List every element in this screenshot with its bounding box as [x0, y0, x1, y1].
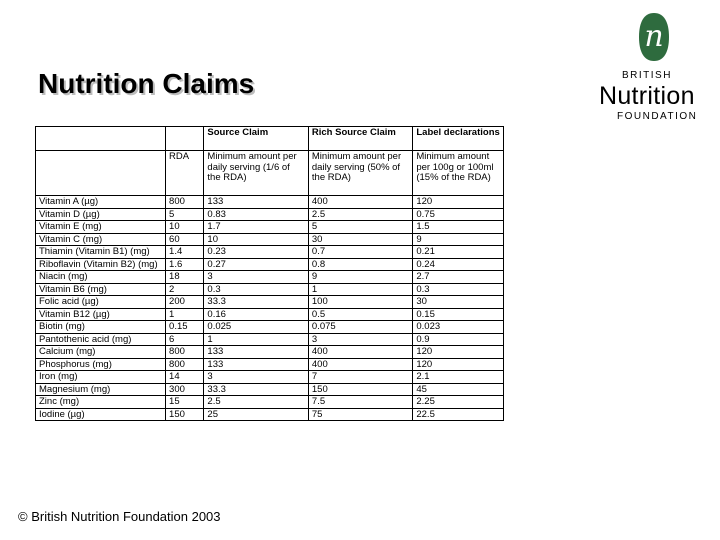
table-cell: Folic acid (µg)	[36, 296, 166, 309]
table-cell: 14	[166, 371, 204, 384]
table-cell: 60	[166, 233, 204, 246]
table-cell: 2.5	[308, 208, 412, 221]
table-cell: 5	[308, 221, 412, 234]
table-cell: 400	[308, 346, 412, 359]
table-cell: 120	[413, 346, 504, 359]
table-cell: 1	[308, 283, 412, 296]
table-cell: 30	[308, 233, 412, 246]
table-cell: 0.21	[413, 246, 504, 259]
table-row	[36, 321, 504, 334]
table-cell: 2.25	[413, 396, 504, 409]
table-cell: 0.3	[204, 283, 308, 296]
table-cell: 0.075	[308, 321, 412, 334]
table-cell: 75	[308, 408, 412, 421]
table-cell: Vitamin B6 (mg)	[36, 283, 166, 296]
table-cell: Zinc (mg)	[36, 396, 166, 409]
table-header-row	[36, 127, 504, 151]
table-row	[36, 258, 504, 271]
table-cell: Iron (mg)	[36, 371, 166, 384]
logo-line-foundation: FOUNDATION	[617, 111, 698, 122]
table-cell: Biotin (mg)	[36, 321, 166, 334]
definition-cell: Minimum amount per daily serving (1/6 of the RDA)	[204, 151, 308, 196]
table-cell: 1	[166, 308, 204, 321]
logo-mark-icon	[638, 12, 670, 62]
table-cell: 0.24	[413, 258, 504, 271]
table-cell: 0.15	[166, 321, 204, 334]
table-row	[36, 408, 504, 421]
table-definition-row	[36, 151, 504, 196]
table-cell: Calcium (mg)	[36, 346, 166, 359]
table-row	[36, 308, 504, 321]
table-row	[36, 221, 504, 234]
table-row	[36, 333, 504, 346]
table-cell: 300	[166, 383, 204, 396]
table-row	[36, 396, 504, 409]
table-row	[36, 196, 504, 209]
table-cell: Vitamin A (µg)	[36, 196, 166, 209]
table-cell: 45	[413, 383, 504, 396]
definition-cell	[36, 151, 166, 196]
table-cell: 800	[166, 358, 204, 371]
table-cell: 6	[166, 333, 204, 346]
table-cell: Riboflavin (Vitamin B2) (mg)	[36, 258, 166, 271]
table-cell: 10	[166, 221, 204, 234]
table-cell: 1.5	[413, 221, 504, 234]
logo-mark-letter: n	[644, 19, 664, 54]
bnf-logo	[596, 12, 712, 124]
header-cell: Rich Source Claim	[308, 127, 412, 151]
table-cell: 133	[204, 196, 308, 209]
table-cell: 0.27	[204, 258, 308, 271]
table-cell: 400	[308, 358, 412, 371]
table-cell: Phosphorus (mg)	[36, 358, 166, 371]
table-cell: Magnesium (mg)	[36, 383, 166, 396]
table-cell: 133	[204, 358, 308, 371]
table-cell: Thiamin (Vitamin B1) (mg)	[36, 246, 166, 259]
table-cell: 9	[308, 271, 412, 284]
table-cell: 7.5	[308, 396, 412, 409]
table-cell: Niacin (mg)	[36, 271, 166, 284]
table-cell: 1.4	[166, 246, 204, 259]
table-cell: Vitamin E (mg)	[36, 221, 166, 234]
table-cell: 3	[308, 333, 412, 346]
table-row	[36, 383, 504, 396]
header-cell	[36, 127, 166, 151]
table-cell: 2.5	[204, 396, 308, 409]
table-cell: 22.5	[413, 408, 504, 421]
table-row	[36, 208, 504, 221]
table-cell: Pantothenic acid (mg)	[36, 333, 166, 346]
table-cell: 120	[413, 358, 504, 371]
table-cell: 15	[166, 396, 204, 409]
logo-line-nutrition: Nutrition	[599, 82, 695, 110]
table-cell: 200	[166, 296, 204, 309]
table-cell: 0.5	[308, 308, 412, 321]
table-cell: 0.025	[204, 321, 308, 334]
table-cell: 150	[166, 408, 204, 421]
table-cell: 0.15	[413, 308, 504, 321]
table-cell: Vitamin D (µg)	[36, 208, 166, 221]
table-cell: 100	[308, 296, 412, 309]
definition-cell: Minimum amount per daily serving (50% of the RDA)	[308, 151, 412, 196]
header-cell: Label declarations	[413, 127, 504, 151]
header-cell	[166, 127, 204, 151]
table-row	[36, 296, 504, 309]
slide-title: Nutrition Claims	[38, 68, 255, 99]
table-cell: 1	[204, 333, 308, 346]
header-cell: Source Claim	[204, 127, 308, 151]
table-cell: 133	[204, 346, 308, 359]
table-cell: 400	[308, 196, 412, 209]
table-cell: 0.7	[308, 246, 412, 259]
table-cell: 0.023	[413, 321, 504, 334]
table-cell: 0.23	[204, 246, 308, 259]
nutrition-claims-table	[35, 126, 504, 421]
table-cell: 0.16	[204, 308, 308, 321]
table-row	[36, 283, 504, 296]
table-cell: Iodine (µg)	[36, 408, 166, 421]
table-cell: 3	[204, 371, 308, 384]
table-cell: 2	[166, 283, 204, 296]
table-cell: 7	[308, 371, 412, 384]
table-cell: 3	[204, 271, 308, 284]
definition-cell: RDA	[166, 151, 204, 196]
table-cell: 800	[166, 196, 204, 209]
table-cell: 150	[308, 383, 412, 396]
table-cell: 1.7	[204, 221, 308, 234]
table-cell: Vitamin B12 (µg)	[36, 308, 166, 321]
table-cell: 5	[166, 208, 204, 221]
table-row	[36, 371, 504, 384]
table-cell: 0.9	[413, 333, 504, 346]
table-cell: 30	[413, 296, 504, 309]
table-cell: 2.7	[413, 271, 504, 284]
table-cell: 0.8	[308, 258, 412, 271]
table-cell: 10	[204, 233, 308, 246]
table-row	[36, 346, 504, 359]
copyright-footer: © British Nutrition Foundation 2003	[18, 509, 221, 524]
table-cell: 9	[413, 233, 504, 246]
table-row	[36, 358, 504, 371]
table-cell: Vitamin C (mg)	[36, 233, 166, 246]
table-row	[36, 233, 504, 246]
table-cell: 800	[166, 346, 204, 359]
definition-cell: Minimum amount per 100g or 100ml (15% of the RDA)	[413, 151, 504, 196]
table-row	[36, 271, 504, 284]
table-cell: 25	[204, 408, 308, 421]
logo-line-british: BRITISH	[622, 70, 672, 81]
table-cell: 0.75	[413, 208, 504, 221]
table-cell: 0.3	[413, 283, 504, 296]
table-cell: 18	[166, 271, 204, 284]
table-row	[36, 246, 504, 259]
table-cell: 1.6	[166, 258, 204, 271]
table-cell: 120	[413, 196, 504, 209]
table-cell: 2.1	[413, 371, 504, 384]
table-cell: 0.83	[204, 208, 308, 221]
table-cell: 33.3	[204, 383, 308, 396]
table-cell: 33.3	[204, 296, 308, 309]
